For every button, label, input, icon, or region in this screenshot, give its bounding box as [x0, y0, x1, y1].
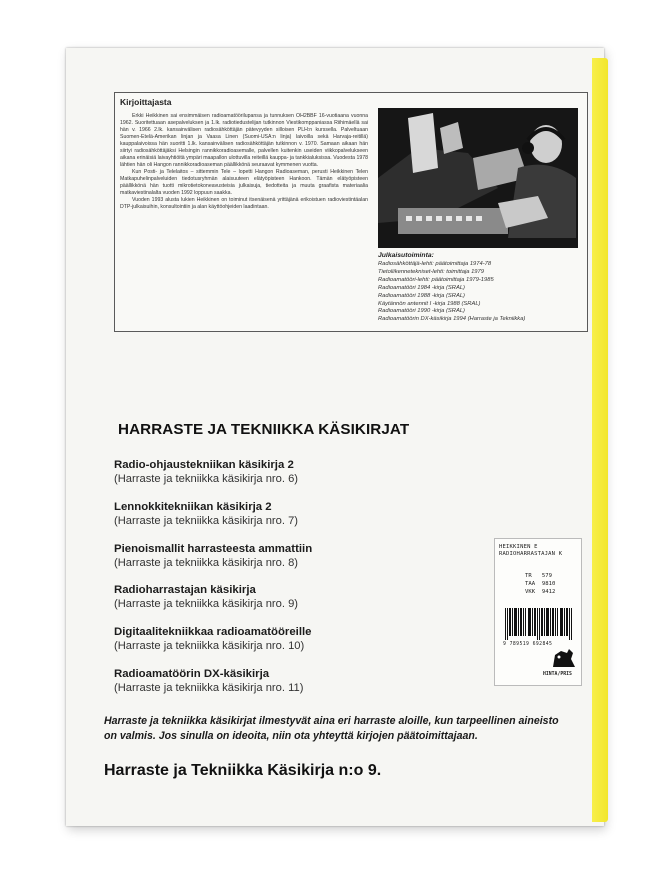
- book-entry: [114, 500, 312, 528]
- publication-item: Radioamatöörin DX-käsikirja 1994 (Harraste ja Tekniikka): [378, 316, 526, 323]
- author-box-title: Kirjoittajasta: [120, 97, 172, 107]
- book-entry: [114, 667, 312, 695]
- book-title: Lennokkitekniikan käsikirja 2: [114, 500, 272, 513]
- sticker-title: RADIOHARRASTAJAN K: [499, 551, 563, 557]
- yellow-spine-edge: [592, 58, 608, 822]
- book-number-title: Harraste ja Tekniikka Käsikirja n:o 9.: [104, 762, 382, 779]
- book-entry: [114, 458, 312, 486]
- price-logo-icon: [549, 647, 579, 669]
- book-title: Radioharrastajan käsikirja: [114, 584, 256, 597]
- bio-paragraph: Erkki Heikkinen sai ensimmäisen radioamatöörilupansa ja tunnuksen OH2BBF 16-vuotiaana vuonna 1962. Suoritettuaan asepalveluksen ja 1.lk. radiotiedustelijan tutkinnon Viestikomppaniassa Riihimäellä sai hän v. 1966 2.lk. kansainvälisen radiosähköttäjän pätevyyden silloisen PLH:n kurssella. Palveltuaan Suomen-Etelä-Amerikan linjan ja Vaasa Linen (Suomi-USA:n linja) laivoilla sekä Harvaja-reitillä) kauppalaivoissa hän suoritti 1.lk. kansainvälisen radiosähköttäjän tutkinnon v. 1970. Samaan aikaan hän siirtyi radiosähköttäjäksi Helsingin rannikkoradioasemalle, palvellen kuitenkin useiden viikkopalvelukseen aikana erinäisiä laivayhtiöitä ympäri maapallon ulottuvilla reiteillä kauppa- ja tankkialuksissa. Vuodesta 1978 lähtien hän oli Hangon rannikkoradioaseman päällikkönä seuraavat kymmenen vuotta.: [120, 113, 368, 168]
- book-series-number: (Harraste ja tekniikka käsikirja nro. 10): [114, 640, 305, 653]
- book-series-number: (Harraste ja tekniikka käsikirja nro. 6): [114, 473, 299, 485]
- series-heading: HARRASTE JA TEKNIIKKA KÄSIKIRJAT: [118, 421, 410, 438]
- bio-paragraph: Vuoden 1993 alusta lukien Heikkinen on toiminut itsenäisenä yrittäjänä erikoistuen radioviestintäalan DTP-julkaisuihin, konsultointiin ja alan käyttöohjeiden laadintaan.: [120, 197, 368, 210]
- book-entry: [114, 583, 312, 611]
- publications-list: [378, 261, 525, 324]
- bio-paragraph: Kun Posti- ja Telelaitos – sittemmin Tele – lopetti Hangon Radioaseman, perusti Heikkinen Telen Matkapuhelinpalveluiden tiedotusryhmän alaisuuteen elätyöpisteen Hankoon. Tämän elätyöpisteen päällikkönä hän tuotti mikrotietokoneavusteisia julkaisuja, tiedotteita ja muuta graafista materiaalia matkaviestinalalta vuoden 1992 loppuun saakka.: [120, 169, 368, 196]
- series-notice: Harraste ja tekniikka käsikirjat ilmestyvät aina eri harraste aloille, kun tarpeellinen aineisto on valmis. Jos sinulla on ideoita, niin ota yhteyttä kirjojen päätoimittajaan.: [104, 715, 559, 742]
- publication-item: Radiosähköttäjä-lehti: päätoimittaja 1974-78: [378, 261, 492, 267]
- book-entry: [114, 625, 312, 653]
- author-biography: [120, 113, 368, 211]
- publication-item: Radioamatööri-lehti: päätoimittaja 1979-1985: [378, 276, 494, 283]
- price-sticker: [494, 538, 582, 686]
- author-photo: [378, 108, 578, 248]
- book-list: [114, 458, 312, 709]
- sticker-code: TAA 9810: [525, 581, 556, 588]
- book-title: Radio-ohjaustekniikan käsikirja 2: [114, 459, 294, 471]
- book-series-number: (Harraste ja tekniikka käsikirja nro. 9): [114, 598, 299, 611]
- publication-item: Radioamatööri 1984 -kirja (SRAL): [378, 284, 465, 291]
- sticker-code: TR 579: [525, 573, 552, 579]
- book-series-number: (Harraste ja tekniikka käsikirja nro. 11): [114, 681, 304, 694]
- barcode: [505, 608, 573, 640]
- publication-item: Käytännön antennit I -kirja 1988 (SRAL): [378, 300, 481, 307]
- book-title: Digitaalitekniikkaa radioamatööreille: [114, 626, 312, 639]
- publication-item: Radioamatööri 1988 -kirja (SRAL): [378, 292, 465, 299]
- sticker-codes: [525, 572, 555, 597]
- book-entry: [114, 542, 312, 570]
- publications-title: Julkaisutoiminta:: [378, 252, 434, 259]
- barcode-number: 9 789519 692845: [503, 642, 553, 647]
- book-series-number: (Harraste ja tekniikka käsikirja nro. 7): [114, 514, 299, 527]
- author-photo-image: [378, 108, 578, 248]
- book-title: Pienoismallit harrasteesta ammattiin: [114, 542, 313, 555]
- book-series-number: (Harraste ja tekniikka käsikirja nro. 8): [114, 556, 299, 569]
- price-logo-text: HINTA/PRIS: [543, 672, 572, 677]
- publication-item: Tietoliikennetekniset-lehti: toimittaja 1979: [378, 268, 484, 275]
- book-title: Radioamatöörin DX-käsikirja: [114, 667, 270, 680]
- sticker-code: VKK 9412: [525, 589, 556, 596]
- sticker-author: HEIKKINEN E: [499, 544, 538, 550]
- publication-item: Radioamatööri 1990 -kirja (SRAL): [378, 308, 465, 315]
